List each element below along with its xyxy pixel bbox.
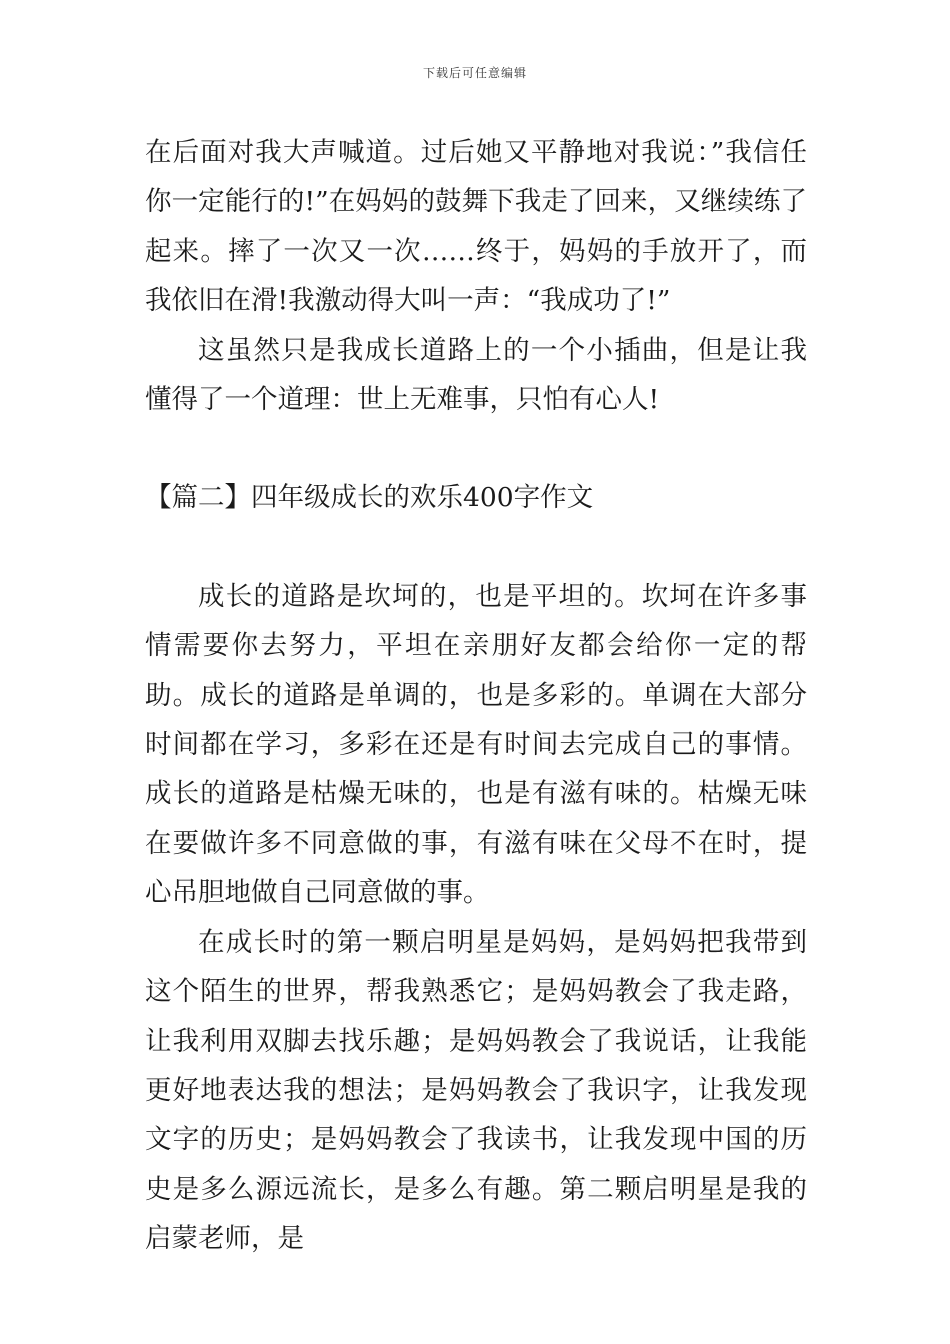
paragraph-conclusion: 这虽然只是我成长道路上的一个小插曲，但是让我懂得了一个道理：世上无难事，只怕有心人!	[145, 334, 807, 416]
spacer	[145, 424, 807, 473]
paragraph-continued: 在后面对我大声喊道。过后她又平静地对我说：”我信任你一定能行的!”在妈妈的鼓舞下我走了回来，又继续练了起来。摔了一次又一次……终于，妈妈的手放开了，而我依旧在滑!我激动得大叫一声：“我成功了!”	[145, 137, 807, 317]
spacer	[145, 523, 807, 572]
paragraph-growth-road: 成长的道路是坎坷的，也是平坦的。坎坷在许多事情需要你去努力，平坦在亲朋好友都会给你一定的帮助。成长的道路是单调的，也是多彩的。单调在大部分时间都在学习，多彩在还是有时间去完成自己的事情。成长的道路是枯燥无味的，也是有滋有味的。枯燥无味在要做许多不同意做的事，有滋有味在父母不在时，提心吊胆地做自己同意做的事。	[145, 580, 807, 909]
page-header: 下载后可任意编辑	[422, 66, 527, 80]
section-heading: 【篇二】四年级成长的欢乐400字作文	[145, 482, 594, 514]
paragraph-morning-star: 在成长时的第一颗启明星是妈妈，是妈妈把我带到这个陌生的世界，帮我熟悉它；是妈妈教会了我走路，让我利用双脚去找乐趣；是妈妈教会了我说话，让我能更好地表达我的想法；是妈妈教会了我识字，让我发现文字的历史；是妈妈教会了我读书，让我发现中国的历史是多么源远流长，是多么有趣。第二颗启明星是我的启蒙老师，是	[145, 926, 807, 1255]
document-body	[145, 128, 807, 1264]
